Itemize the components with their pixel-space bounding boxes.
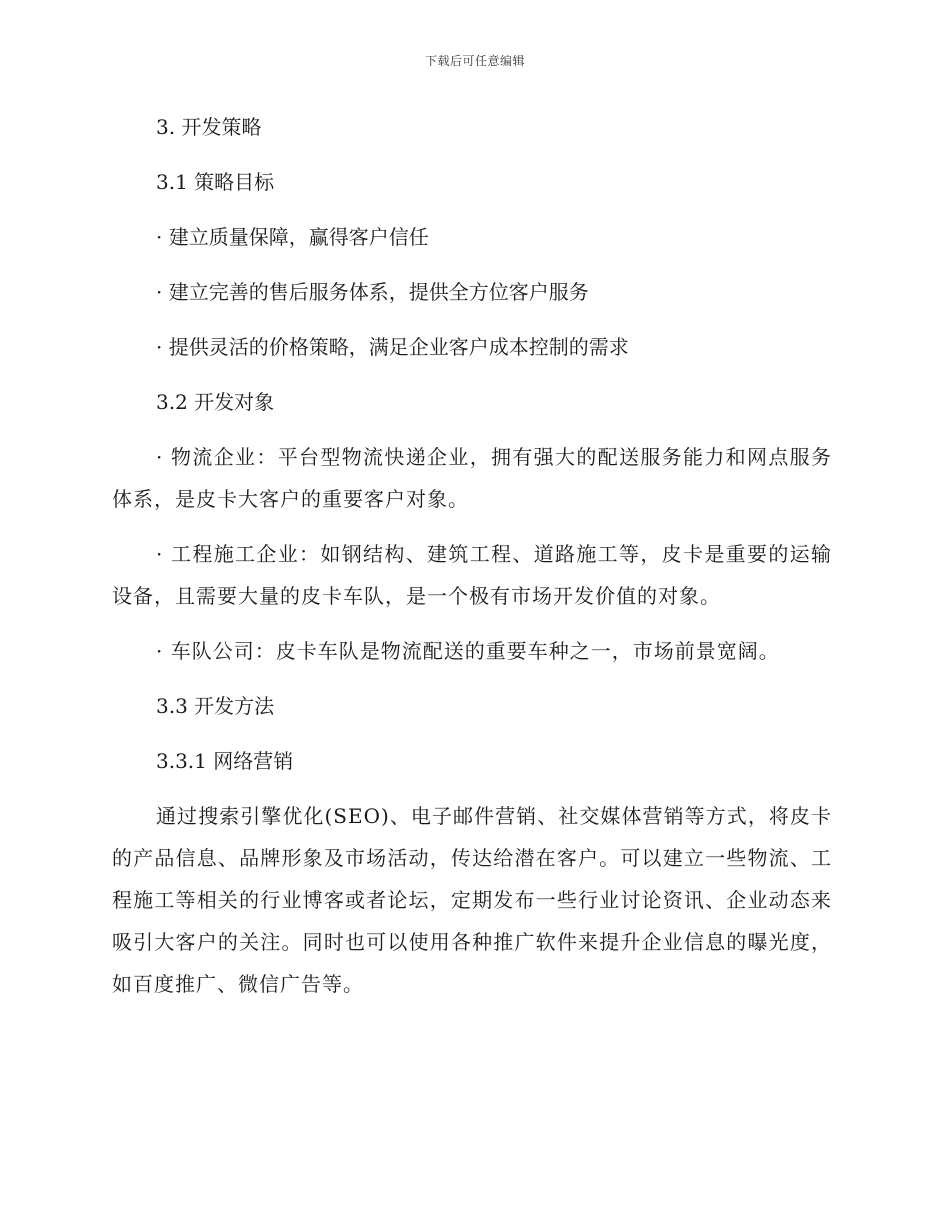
target-item: · 车队公司：皮卡车队是物流配送的重要车种之一，市场前景宽阔。 bbox=[156, 639, 780, 663]
target-item: · 工程施工企业：如钢结构、建筑工程、道路施工等，皮卡是重要的运输设备，且需要大量的皮卡车队，是一个极有市场开发价值的对象。 bbox=[112, 542, 832, 608]
heading-3-3-1: 3.3.1 网络营销 bbox=[156, 749, 294, 773]
document-body bbox=[112, 106, 832, 1018]
heading-3-3: 3.3 开发方法 bbox=[156, 694, 275, 718]
target-item: · 物流企业：平台型物流快递企业，拥有强大的配送服务能力和网点服务体系，是皮卡大客户的重要客户对象。 bbox=[112, 445, 832, 511]
heading-3: 3. 开发策略 bbox=[156, 115, 262, 139]
page-header: 下载后可任意编辑 bbox=[424, 54, 525, 68]
goal-item: · 提供灵活的价格策略，满足企业客户成本控制的需求 bbox=[156, 335, 629, 359]
body-paragraph: 通过搜索引擎优化(SEO)、电子邮件营销、社交媒体营销等方式，将皮卡的产品信息、品牌形象及市场活动，传达给潜在客户。可以建立一些物流、工程施工等相关的行业博客或者论坛，定期发布一些行业讨论资讯、企业动态来吸引大客户的关注。同时也可以使用各种推广软件来提升企业信息的曝光度，如百度推广、微信广告等。 bbox=[112, 804, 832, 996]
goal-item: · 建立完善的售后服务体系，提供全方位客户服务 bbox=[156, 280, 589, 304]
heading-3-2: 3.2 开发对象 bbox=[156, 390, 275, 414]
heading-3-1: 3.1 策略目标 bbox=[156, 170, 275, 194]
goal-item: · 建立质量保障，赢得客户信任 bbox=[156, 225, 429, 249]
